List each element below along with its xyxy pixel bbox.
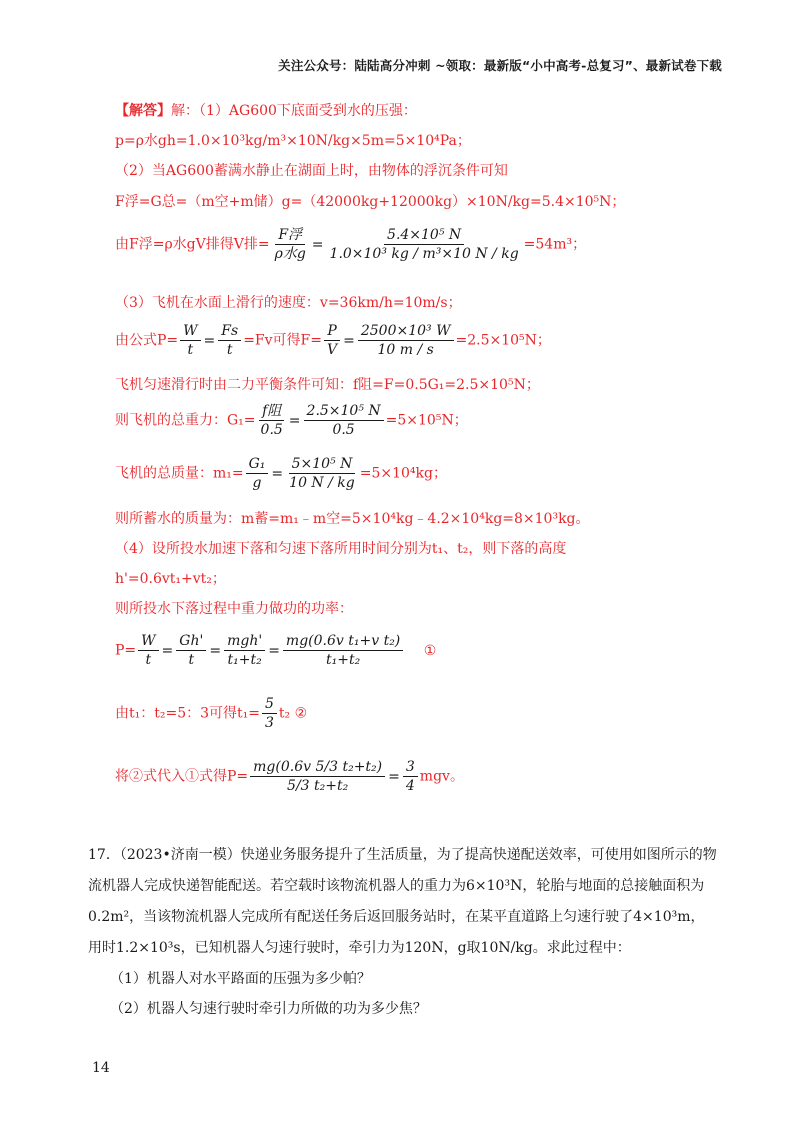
solution-line-9: 则飞机的总重力：G₁= $\frac{\text{f阻}}{0.5}$ = $\frac{\text{2.5×10⁵ N}}{0.5}$ =5×10⁵N； [115,403,468,438]
fraction: $\frac{3}{4}$ [403,758,418,795]
solution-line-7: 由公式P= $\frac{W}{t}$ = $\frac{Fs}{t}$ =Fv可得F= $\frac{P}{V}$ = $\frac{\text{2500×10³ W}}{10 m / s}$ =2.5×10⁵N； [115,323,551,358]
fraction: $\frac{\text{mg(0.6v t₁+v t₂)}}{\text{t₁+t₂}}$ [283,632,403,669]
solution-line-8: 飞机匀速滑行时由二力平衡条件可知：f阻=F=0.5G₁=2.5×10⁵N； [115,377,540,393]
equation-marker-1-ref: ① [185,768,199,785]
solution-line-12: （4）设所投水加速下落和匀速下落所用时间分别为t₁、t₂，则下落的高度 [115,541,567,557]
fraction: $\frac{\text{G₁}}{g}$ [246,455,269,492]
solution-line-4: F浮=G总=（m空+m储）g=（42000kg+12000kg）×10N/kg=5.4×10⁵N； [115,194,626,210]
fraction: $\frac{\text{5.4×10⁵ N}}{\text{1.0×10³ kg / m³×10 N / kg}}$ [329,227,519,262]
solution-line-14: 则所投水下落过程中重力做功的功率： [115,601,353,617]
question-17-sub-2: （2）机器人匀速行驶时牵引力所做的功为多少焦？ [110,1001,427,1017]
solution-line-1: 【解答】解：（1）AG600下底面受到水的压强： [115,103,417,119]
fraction: $\frac{\text{mg(0.6v 5/3 t₂+t₂)}}{\text{5/3 t₂+t₂}}$ [250,758,385,795]
solution-line-15: P= $\frac{W}{t}$ = $\frac{Gh'}{t}$ = $\frac{\text{mgh'}}{\text{t₁+t₂}}$ = $\frac{\text{mg(0.6v t₁+v t₂)}}{\text{t₁+t₂}}$ ① [115,633,437,668]
fraction: $\frac{Fs}{t}$ [218,322,241,359]
equation-marker-2-ref: ② [129,768,143,785]
fraction: $\frac{\text{mgh'}}{\text{t₁+t₂}}$ [224,632,265,669]
fraction: $\frac{P}{V}$ [324,322,340,359]
solution-tag: 【解答】 [115,103,171,119]
fraction: $\frac{5}{3}$ [262,695,277,732]
question-17-text: 17．（2023•济南一模）快递业务服务提升了生活质量，为了提高快递配送效率，可使用如图所示的物流机器人完成快递智能配送。若空载时该物流机器人的重力为6×10³N，轮胎与地面的总接触面积为0.2m²，当该物流机器人完成所有配送任务后返回服务站时，在某平直道路上匀速行驶了4×10³m，用时1.2×10³s，已知机器人匀速行驶时，牵引力为120N，g取10N/kg。求此过程中： [88,847,717,956]
fraction: $\frac{\text{f阻}}{0.5}$ [260,403,283,438]
solution-line-13: h'=0.6vt₁+vt₂； [115,571,226,587]
solution-line-16: 由t₁：t₂=5：3可得t₁= $\frac{5}{3}$ t₂ ② [115,696,308,731]
solution-line-10: 飞机的总质量：m₁= $\frac{\text{G₁}}{g}$ = $\frac{\text{5×10⁵ N}}{10 N / kg}$ =5×10⁴kg； [115,456,447,491]
solution-line-11: 则所蓄水的质量为：m蓄=m₁﹣m空=5×10⁴kg﹣4.2×10⁴kg=8×10³kg。 [115,511,590,527]
solution-line-3: （2）当AG600蓄满水静止在湖面上时，由物体的浮沉条件可知 [115,163,508,179]
solution-line-5: 由F浮=ρ水gV排得V排= $\frac{\text{F浮}}{\text{ρ水g}}$ = $\frac{\text{5.4×10⁵ N}}{\text{1.0×10³ kg / m³×10 N / kg}}$ =54m³； [115,227,587,262]
page-header: 关注公众号：陆陆高分冲刺 ~领取：最新版“小中高考-总复习”、最新试卷下载 [278,58,722,73]
fraction: $\frac{\text{2500×10³ W}}{10 m / s}$ [358,322,454,359]
fraction: $\frac{W}{t}$ [138,632,158,669]
equation-marker-1: ① [423,642,437,659]
question-17-sub-1: （1）机器人对水平路面的压强为多少帕？ [110,971,371,987]
equation-marker-2: ② [294,705,308,722]
solution-line-17: 将②式代入①式得P= $\frac{\text{mg(0.6v 5/3 t₂+t₂)}}{\text{5/3 t₂+t₂}}$ = $\frac{3}{4}$ mgv。 [115,759,464,794]
solution-line-6: （3）飞机在水面上滑行的速度：v=36km/h=10m/s； [115,295,462,311]
fraction: $\frac{\text{2.5×10⁵ N}}{0.5}$ [304,402,384,439]
fraction: $\frac{\text{5×10⁵ N}}{10 N / kg}$ [289,456,355,491]
fraction: $\frac{Gh'}{t}$ [176,632,206,669]
fraction: $\frac{\text{F浮}}{\text{ρ水g}}$ [274,227,306,262]
fraction: $\frac{W}{t}$ [180,322,200,359]
page-number: 14 [92,1060,110,1076]
solution-line-2: p=ρ水gh=1.0×10³kg/m³×10N/kg×5m=5×10⁴Pa； [115,133,471,149]
